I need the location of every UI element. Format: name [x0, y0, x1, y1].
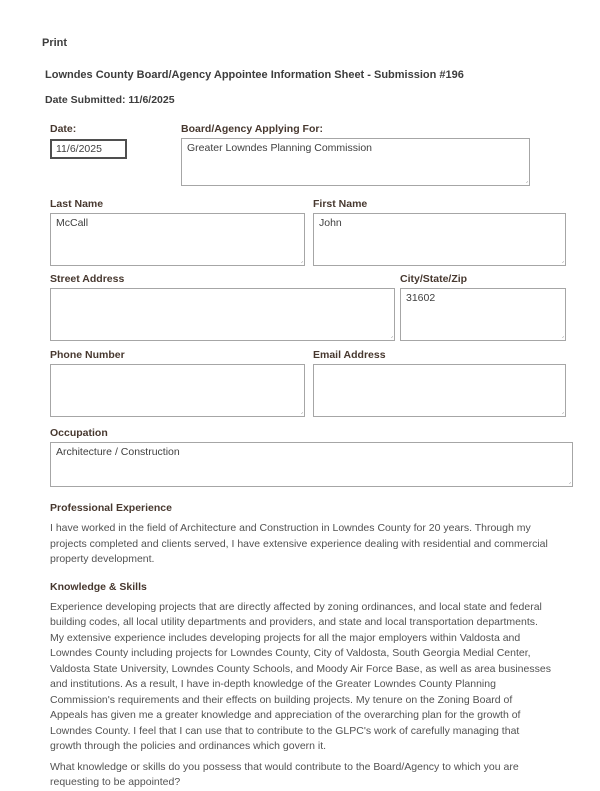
professional-experience-heading: Professional Experience — [50, 502, 172, 514]
city-state-zip-textarea[interactable] — [400, 288, 566, 341]
occupation-textarea[interactable] — [50, 442, 573, 487]
board-agency-field-group — [181, 123, 530, 186]
board-agency-label: Board/Agency Applying For: — [181, 123, 323, 135]
city-state-zip-field-group — [400, 273, 566, 341]
page-title: Lowndes County Board/Agency Appointee Information Sheet - Submission #196 — [45, 69, 464, 81]
date-label: Date: — [50, 123, 77, 135]
professional-experience-text: I have worked in the field of Architecture and Construction in Lowndes County for 20 years. Through my projects completed and clients served, I have extensive experience dealing with residential and commercial property development. — [50, 522, 548, 565]
board-agency-textarea-wrap — [181, 138, 530, 186]
row-name — [50, 198, 573, 266]
street-address-field-group — [50, 273, 395, 341]
row-address — [50, 273, 573, 341]
occupation-field-group — [50, 427, 573, 487]
knowledge-skills-heading: Knowledge & Skills — [50, 580, 147, 593]
occupation-textarea-wrap — [50, 442, 573, 487]
email-address-textarea[interactable] — [313, 364, 566, 417]
last-name-field-group — [50, 198, 305, 266]
knowledge-skills-question: What knowledge or skills do you possess that would contribute to the Board/Agency to which you are requesting to be appointed? — [50, 760, 519, 788]
knowledge-skills-text: Experience developing projects that are directly affected by zoning ordinances, and local state and federal building codes, all local utility departments and providers, and state and local transportation departments. My extensive experience includes developing projects for all the major employers within Valdosta and Lowndes County including projects for Lowndes County, City of Valdosta, South Georgia Medial Center, Valdosta State University, Lowndes County Schools, and Moody Air Force Base, as well as area businesses and institutions. As a result, I have in-depth knowledge of the Greater Lowndes County Planning Commission's requirements and their effects on building projects. My tenure on the Zoning Board of Appeals has given me a greater knowledge and appreciation of the overarching plan for the growth of Lowndes County. I feel that I can use that to contribute to the GLPC's work of carefully managing that growth through the policies and ordinances which govern it. — [50, 600, 551, 752]
city-state-zip-label: City/State/Zip — [400, 273, 468, 285]
email-address-field-group — [313, 349, 566, 417]
phone-number-textarea-wrap — [50, 364, 305, 417]
phone-number-label: Phone Number — [50, 349, 125, 361]
board-agency-textarea[interactable] — [181, 138, 530, 186]
street-address-textarea-wrap — [50, 288, 395, 341]
last-name-textarea[interactable] — [50, 213, 305, 266]
row-occupation — [50, 427, 573, 487]
email-address-label: Email Address — [313, 349, 386, 361]
first-name-label: First Name — [313, 198, 368, 210]
phone-number-textarea[interactable] — [50, 364, 305, 417]
street-address-label: Street Address — [50, 273, 125, 285]
date-submitted-text: Date Submitted: 11/6/2025 — [45, 94, 175, 106]
date-input[interactable] — [50, 139, 127, 159]
date-field-group — [50, 123, 181, 159]
appointee-form — [50, 123, 573, 791]
first-name-textarea-wrap — [313, 213, 566, 266]
occupation-label: Occupation — [50, 427, 108, 439]
row-date-board — [50, 123, 573, 186]
row-contact — [50, 349, 573, 417]
street-address-textarea[interactable] — [50, 288, 395, 341]
last-name-label: Last Name — [50, 198, 104, 210]
phone-number-field-group — [50, 349, 305, 417]
first-name-textarea[interactable] — [313, 213, 566, 266]
print-button[interactable]: Print — [42, 37, 68, 49]
email-address-textarea-wrap — [313, 364, 566, 417]
city-state-zip-textarea-wrap — [400, 288, 566, 341]
first-name-field-group — [313, 198, 566, 266]
last-name-textarea-wrap — [50, 213, 305, 266]
